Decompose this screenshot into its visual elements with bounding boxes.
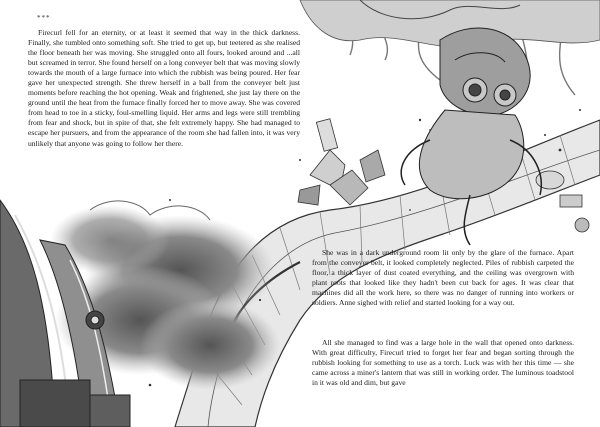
story-paragraph: All she managed to find was a large hole in the wall that opened onto darkness. With great difficulty, Firecurl tried to forget her fear and began sorting through the rubbish looking for something to use as a torch. Luck was with her this time — she came across a miner's lantern that was still in working order. The luminous toadstool in it was old and dim, but gave <box>312 338 574 388</box>
story-paragraph: She was in a dark underground room lit only by the glare of the furnace. Apart from the conveyer belt, it looked completely neglected. Piles of rubbish carpeted the floor, a thick layer of dust coated everything, and the ceiling was overgrown with plant roots that looked like they hadn't been cut back for ages. It was clear that machines did all the work here, so there was no danger of running into workers or soldiers. Anne sighed with relief and started looking for a way out. <box>312 248 574 308</box>
section-mark: *** <box>37 14 51 22</box>
story-paragraph: Firecurl fell for an eternity, or at least it seemed that way in the thick darkness. Finally, she tumbled onto something soft. She tried to get up, but teetered as she realised the floor beneath her was moving. She struggled onto all fours, looked around and ...all but screamed in terror. She found herself on a long conveyer belt that was moving slowly towards the mouth of a large furnace into which the rubbish was being poured. Her fear gave her unexpected strength. She threw herself in a ball from the conveyer belt just moments before reaching the hot opening. Weak and frightened, she just lay there on the ground until the heat from the furnace finally forced her to move away. She was covered from head to toe in a sticky, foul-smelling liquid. Her arms and legs were still trembling from fear and shock, but in spite of that, she felt extremely happy. She had managed to escape her pursuers, and from the appearance of the room she had fallen into, it was very unlikely that anyone was going to follow her there. <box>28 28 300 148</box>
